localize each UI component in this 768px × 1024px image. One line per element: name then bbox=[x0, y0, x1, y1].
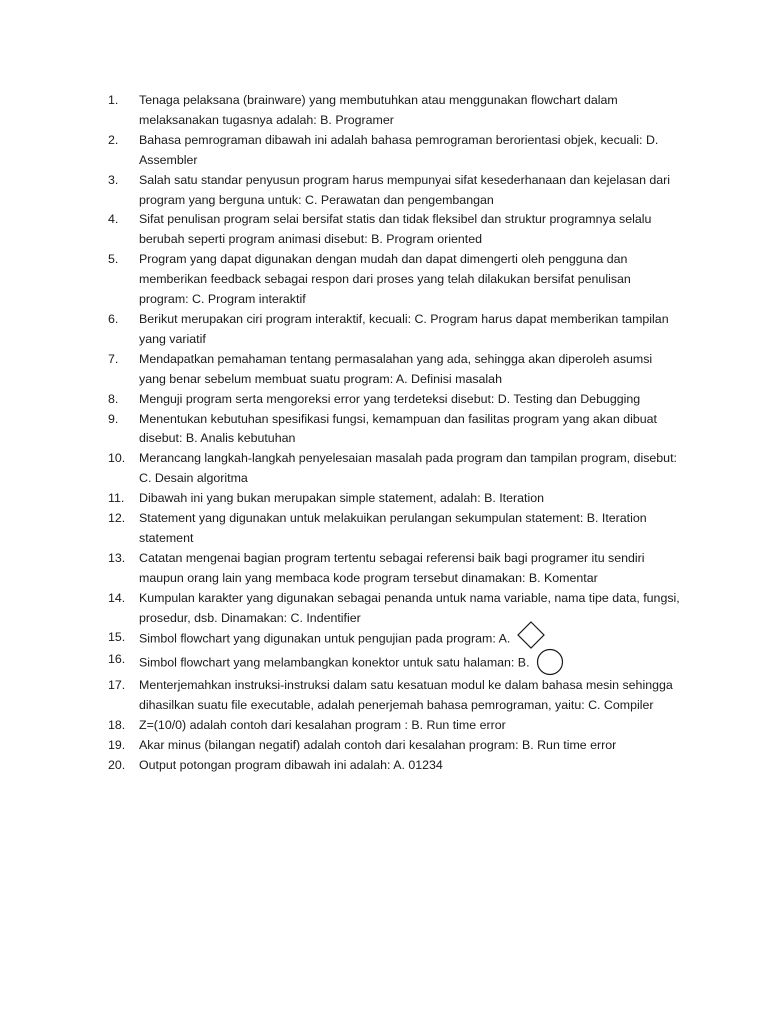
item-text: Simbol flowchart yang melambangkan konektor untuk satu halaman: B. bbox=[139, 655, 530, 670]
item-text: Z=(10/0) adalah contoh dari kesalahan program : B. Run time error bbox=[139, 718, 506, 733]
list-item bbox=[108, 736, 680, 756]
item-text: Menterjemahkan instruksi-instruksi dalam satu kesatuan modul ke dalam bahasa mesin sehingga dihasilkan suatu file executable, adalah penerjemah bahasa pemrograman, yaitu: C. Compiler bbox=[139, 678, 673, 713]
item-number: 3. bbox=[108, 172, 119, 187]
item-number: 4. bbox=[108, 212, 119, 227]
item-text: Dibawah ini yang bukan merupakan simple statement, adalah: B. Iteration bbox=[139, 491, 544, 506]
item-number: 19. bbox=[108, 738, 126, 753]
list-item bbox=[108, 210, 680, 250]
question-list bbox=[108, 91, 680, 776]
item-text: Sifat penulisan program selai bersifat statis dan tidak fleksibel dan struktur programnya selalu berubah seperti program animasi disebut: B. Program oriented bbox=[139, 212, 652, 247]
item-text: Salah satu standar penyusun program harus mempunyai sifat kesederhanaan dan kejelasan dari program yang berguna untuk: C. Perawatan dan pengembangan bbox=[139, 172, 671, 207]
item-text: Kumpulan karakter yang digunakan sebagai penanda untuk nama variable, nama tipe data, fungsi, prosedur, dsb. Dinamakan: C. Indentifier bbox=[139, 590, 680, 625]
list-item bbox=[108, 628, 680, 650]
item-number: 16. bbox=[108, 652, 126, 667]
list-item bbox=[108, 91, 680, 131]
list-item bbox=[108, 509, 680, 549]
item-number: 15. bbox=[108, 630, 126, 645]
item-number: 6. bbox=[108, 311, 119, 326]
item-number: 7. bbox=[108, 351, 119, 366]
item-text: Menguji program serta mengoreksi error yang terdeteksi disebut: D. Testing dan Debugging bbox=[139, 391, 641, 406]
item-number: 14. bbox=[108, 590, 126, 605]
list-item bbox=[108, 549, 680, 589]
decision-diamond-icon bbox=[516, 620, 546, 650]
item-number: 18. bbox=[108, 718, 126, 733]
item-text-with-symbol bbox=[139, 650, 680, 676]
list-item bbox=[108, 716, 680, 736]
item-number: 1. bbox=[108, 93, 119, 107]
item-number: 10. bbox=[108, 451, 126, 466]
item-number: 17. bbox=[108, 678, 126, 693]
list-item bbox=[108, 589, 680, 629]
item-number: 5. bbox=[108, 252, 119, 267]
item-text: Simbol flowchart yang digunakan untuk pengujian pada program: A. bbox=[139, 631, 511, 646]
item-text: Catatan mengenai bagian program tertentu sebagai referensi baik bagi programer itu sendiri maupun orang lain yang membaca kode program tersebut dinamakan: B. Komentar bbox=[139, 550, 645, 585]
list-item bbox=[108, 676, 680, 716]
item-text: Merancang langkah-langkah penyelesaian masalah pada program dan tampilan program, disebut: C. Desain algoritma bbox=[139, 451, 677, 486]
item-text: Menentukan kebutuhan spesifikasi fungsi, kemampuan dan fasilitas program yang akan dibuat disebut: B. Analis kebutuhan bbox=[139, 411, 657, 446]
list-item bbox=[108, 489, 680, 509]
list-item bbox=[108, 449, 680, 489]
item-number: 8. bbox=[108, 391, 119, 406]
item-number: 11. bbox=[108, 491, 125, 506]
list-item bbox=[108, 131, 680, 171]
item-number: 2. bbox=[108, 132, 119, 147]
item-text: Mendapatkan pemahaman tentang permasalahan yang ada, sehingga akan diperoleh asumsi yang benar sebelum membuat suatu program: A. Definisi masalah bbox=[139, 351, 653, 386]
item-text: Statement yang digunakan untuk melakuikan perulangan sekumpulan statement: B. Iteration statement bbox=[139, 511, 647, 545]
item-text: Akar minus (bilangan negatif) adalah contoh dari kesalahan program: B. Run time error bbox=[139, 738, 617, 753]
list-item bbox=[108, 171, 680, 211]
list-item bbox=[108, 350, 680, 390]
item-text: Program yang dapat digunakan dengan mudah dan dapat dimengerti oleh pengguna dan memberikan feedback sebagai respon dari proses yang telah dilakukan bersifat penulisan program: C. Program interaktif bbox=[139, 252, 631, 307]
item-number: 13. bbox=[108, 550, 126, 565]
list-item bbox=[108, 250, 680, 310]
list-item bbox=[108, 310, 680, 350]
list-item bbox=[108, 410, 680, 450]
list-item bbox=[108, 650, 680, 676]
list-item bbox=[108, 756, 680, 776]
item-text: Output potongan program dibawah ini adalah: A. 01234 bbox=[139, 758, 443, 773]
item-number: 9. bbox=[108, 411, 119, 426]
item-number: 20. bbox=[108, 758, 126, 773]
connector-circle-icon bbox=[536, 648, 564, 676]
item-text: Bahasa pemrograman dibawah ini adalah bahasa pemrograman berorientasi objek, kecuali: D. Assembler bbox=[139, 132, 659, 167]
item-number: 12. bbox=[108, 511, 126, 526]
item-text-with-symbol bbox=[139, 628, 680, 650]
item-text: Berikut merupakan ciri program interaktif, kecuali: C. Program harus dapat memberikan tampilan yang variatif bbox=[139, 311, 669, 346]
item-text: Tenaga pelaksana (brainware) yang membutuhkan atau menggunakan flowchart dalam melaksanakan tugasnya adalah: B. Programer bbox=[139, 93, 618, 127]
list-item bbox=[108, 390, 680, 410]
